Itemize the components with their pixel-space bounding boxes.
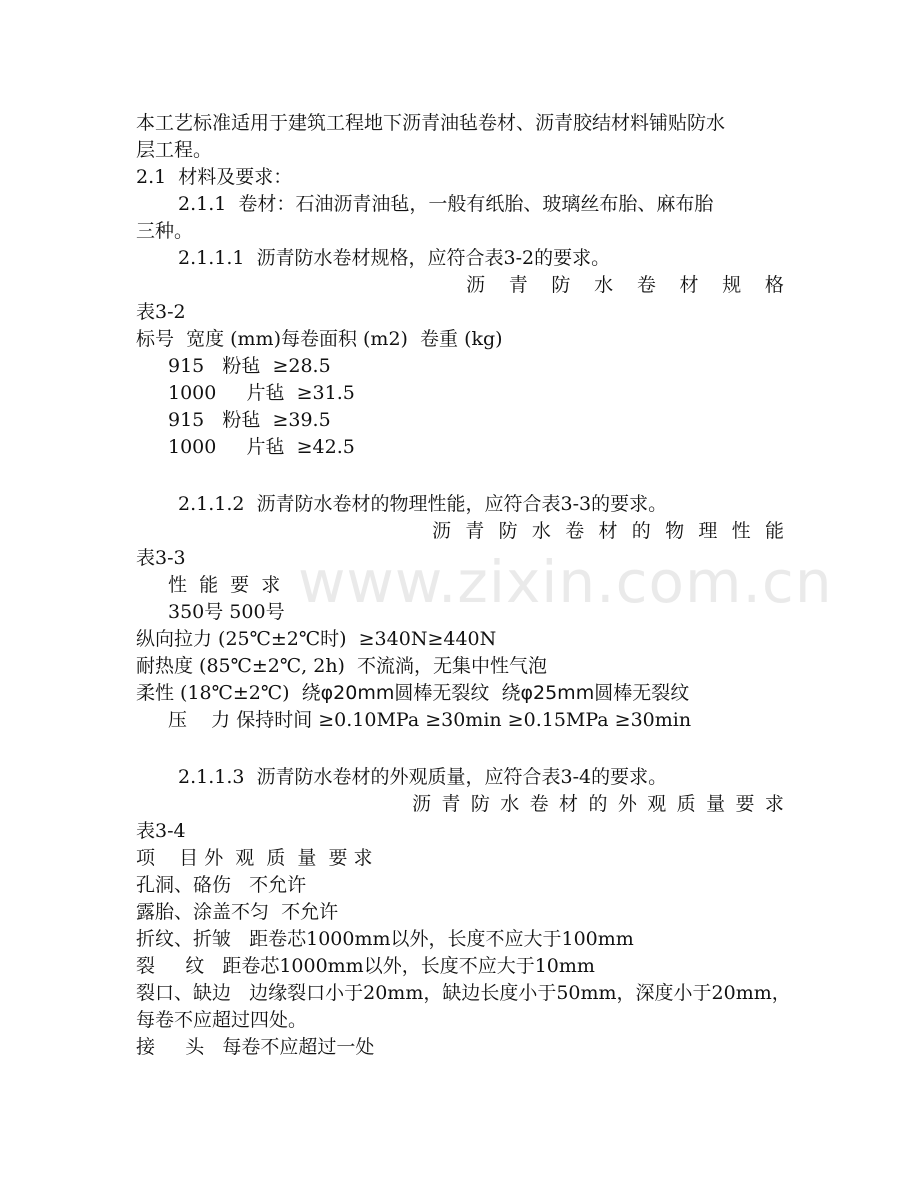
title-char: 青 <box>465 520 485 542</box>
title-char: 沥 <box>466 274 486 296</box>
title-char: 要 <box>735 793 755 815</box>
table-3-2-row: 1000 片毡 ≥42.5 <box>168 436 355 458</box>
table-3-4-row: 裂口、缺边 边缘裂口小于20mm，缺边长度小于50mm，深度小于20mm， <box>136 982 791 1004</box>
table-3-2-header: 标号 宽度 (mm)每卷面积 (m2) 卷重 (kg) <box>136 328 503 350</box>
title-char: 求 <box>764 793 784 815</box>
table-3-2-label: 表3-2 <box>136 301 186 323</box>
table-3-4-title <box>412 791 784 817</box>
clause-2-1-1-2: 2.1.1.2 沥青防水卷材的物理性能，应符合表3-3的要求。 <box>178 493 668 515</box>
table-3-4-row: 裂 纹 距卷芯1000mm以外，长度不应大于10mm <box>136 955 595 977</box>
table-3-3-row: 纵向拉力 (25℃±2℃时) ≥340N≥440N <box>136 628 497 650</box>
clause-2-1-1-line-1: 2.1.1 卷材：石油沥青油毡，一般有纸胎、玻璃丝布胎、麻布胎 <box>178 193 714 215</box>
title-char: 材 <box>679 274 699 296</box>
title-char: 材 <box>598 520 618 542</box>
title-char: 格 <box>764 274 784 296</box>
table-3-4-row: 折纹、折皱 距卷芯1000mm以外，长度不应大于100mm <box>136 928 634 950</box>
table-3-3-grades: 350号 500号 <box>168 601 285 623</box>
table-3-3-label: 表3-3 <box>136 547 186 569</box>
table-3-2-row: 915 粉毡 ≥39.5 <box>168 409 331 431</box>
table-3-3-header: 性 能 要 求 <box>168 574 281 596</box>
clause-2-1-1-3: 2.1.1.3 沥青防水卷材的外观质量，应符合表3-4的要求。 <box>178 766 668 788</box>
table-3-4-row: 接 头 每卷不应超过一处 <box>136 1036 375 1058</box>
flex-row-size-25: φ25mm <box>520 682 595 704</box>
table-3-3-pressure-row: 压 力 保持时间 ≥0.10MPa ≥30min ≥0.15MPa ≥30min <box>168 709 692 731</box>
title-char: 物 <box>665 520 685 542</box>
title-char: 防 <box>551 274 571 296</box>
title-char: 沥 <box>412 793 432 815</box>
flex-row-text: 圆棒无裂纹 绕 <box>394 682 521 704</box>
table-3-2-row: 1000 片毡 ≥31.5 <box>168 382 355 404</box>
title-char: 沥 <box>432 520 452 542</box>
table-3-4-row: 露胎、涂盖不匀 不允许 <box>136 901 339 923</box>
title-char: 卷 <box>636 274 656 296</box>
table-3-2-title <box>466 272 784 298</box>
intro-line-2: 层工程。 <box>136 139 213 161</box>
title-char: 能 <box>764 520 784 542</box>
title-char: 规 <box>722 274 742 296</box>
title-char: 青 <box>508 274 528 296</box>
table-3-4-label: 表3-4 <box>136 820 186 842</box>
title-char: 的 <box>588 793 608 815</box>
title-char: 外 <box>617 793 637 815</box>
table-3-4-row: 每卷不应超过四处。 <box>136 1009 308 1031</box>
title-char: 水 <box>531 520 551 542</box>
title-char: 量 <box>706 793 726 815</box>
title-char: 卷 <box>565 520 585 542</box>
intro-line-1: 本工艺标准适用于建筑工程地下沥青油毡卷材、沥青胶结材料铺贴防水 <box>136 112 726 134</box>
flex-row-text: 圆棒无裂纹 <box>594 682 690 704</box>
table-3-4-row: 孔洞、硌伤 不允许 <box>136 874 307 896</box>
table-3-3-flex-row <box>136 680 689 706</box>
title-char: 防 <box>498 520 518 542</box>
title-char: 防 <box>470 793 490 815</box>
title-char: 材 <box>559 793 579 815</box>
flex-row-text: 柔性 (18℃±2℃) 绕 <box>136 682 321 704</box>
title-char: 水 <box>500 793 520 815</box>
table-3-3-row: 耐热度 (85℃±2℃, 2h) 不流淌，无集中性气泡 <box>136 655 548 677</box>
flex-row-size-20: φ20mm <box>320 682 395 704</box>
title-char: 观 <box>647 793 667 815</box>
section-heading: 2.1 材料及要求： <box>136 166 293 188</box>
table-3-2-row: 915 粉毡 ≥28.5 <box>168 355 331 377</box>
table-3-4-header: 项 目 外 观 质 量 要 求 <box>136 847 373 869</box>
clause-2-1-1-line-2: 三种。 <box>136 220 194 242</box>
title-char: 质 <box>676 793 696 815</box>
watermark: www.zixin.com.cn <box>298 548 833 616</box>
title-char: 卷 <box>529 793 549 815</box>
clause-2-1-1-1: 2.1.1.1 沥青防水卷材规格，应符合表3-2的要求。 <box>178 247 611 269</box>
title-char: 性 <box>731 520 751 542</box>
title-char: 的 <box>631 520 651 542</box>
title-char: 水 <box>594 274 614 296</box>
title-char: 理 <box>698 520 718 542</box>
title-char: 青 <box>441 793 461 815</box>
table-3-3-title <box>432 518 784 544</box>
